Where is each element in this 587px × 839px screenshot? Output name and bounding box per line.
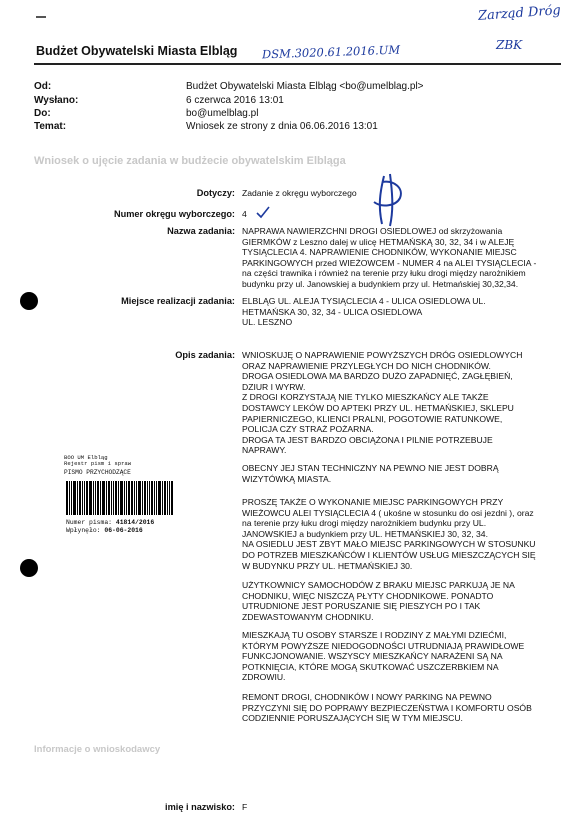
header-to-label: Do: (34, 108, 51, 119)
header-subject-value: Wniosek ze strony z dnia 06.06.2016 13:01 (186, 121, 378, 132)
scan-mark (36, 16, 46, 18)
signature-scribble (360, 172, 416, 228)
checkmark-icon (255, 205, 271, 219)
opis-paragraph-6: REMONT DROGI, CHODNIKÓW I NOWY PARKING NA PEWNO PRZYCZYNI SIĘ DO POPRAWY BEZPIECZEŃSTWA I KOMFORTU OSÓB CODZIENNIE PORUSZAJĄCYCH SIĘ W TYM MIEJSCU. (242, 692, 532, 724)
opis-paragraph-2: OBECNY JEJ STAN TECHNICZNY NA PEWNO NIE JEST DOBRĄ WIZYTÓWKĄ MIASTA. (242, 463, 499, 484)
barcode-bar (71, 481, 72, 515)
opis-paragraph-1: WNIOSKUJĘ O NAPRAWIENIE POWYŻSZYCH DRÓG OSIEDLOWYCH ORAZ NAPRAWIENIE PRZYLEGŁYCH DO NICH CHODNIKÓW. DROGA OSIEDLOWA MA BARDZO DUŻO ZAPADNIĘĆ, ZAGŁĘBIEŃ, DZIUR I WYRW. Z DROGI KORZYSTAJĄ NIE TYLKO MIESZKAŃCY ALE TAKŻE DOSTAWCY LEKÓW DO APTEKI PRZY UL. HETMAŃSKIEJ, SKLEPU PAPIERNICZEGO, KLIENCI PRALNI, POGOTOWIE RATUNKOWE, POLICJA CZY STRAŻ POŻARNA. DROGA TA JEST BARDZO OBCIĄŻONA I PILNIE POTRZEBUJE NAPRAWY. (242, 350, 523, 456)
applicant-section-title: Informacje o wnioskodawcy (34, 744, 161, 755)
barcode-bar (128, 481, 130, 515)
document-title: Budżet Obywatelski Miasta Elbląg (36, 44, 238, 58)
opis-paragraph-5: MIESZKAJĄ TU OSOBY STARSZE I RODZINY Z MAŁYMI DZIEĆMI, KTÓRYM POWYŻSZE NIEDOGODNOŚCI UTRUDNIAJĄ PRAWIDŁOWE FUNKCJONOWANIE. WSZYSCY MIESZKAŃCY NARAŻENI SĄ NA POTKNIĘCIA, KTÓRE MOGĄ SKUTKOWAĆ USZCZERBKIEM NA ZDROWIU. (242, 630, 525, 683)
miejsce-value: ELBLĄG UL. ALEJA TYSIĄCLECIA 4 - ULICA OSIEDLOWA UL. HETMAŃSKA 30, 32, 34 - ULICA OSIEDLOWA UL. LESZNO (242, 296, 486, 328)
dotyczy-label: Dotyczy: (196, 188, 235, 198)
barcode-bar (73, 481, 76, 515)
barcode-bar (93, 481, 94, 515)
stamp-number-value: 41814/2016 (115, 519, 155, 526)
barcode-bar (97, 481, 99, 515)
barcode-bar (113, 481, 114, 515)
barcode-bar (162, 481, 163, 515)
imie-label: imię i nazwisko: (165, 802, 235, 812)
barcode-bar (118, 481, 119, 515)
barcode-bar (86, 481, 88, 515)
barcode-bar (124, 481, 125, 515)
okreg-label: Numer okręgu wyborczego: (114, 209, 235, 219)
barcode-bar (147, 481, 148, 515)
handwritten-case-number: DSM.3020.61.2016.UM (261, 42, 401, 62)
barcode-bar (77, 481, 78, 515)
stamp-incoming: PISMO PRZYCHODZĄCE (64, 468, 131, 476)
barcode-bar (102, 481, 105, 515)
barcode-bar (131, 481, 133, 515)
handwritten-department-note: Zarząd Dróg (477, 3, 562, 24)
header-sent-label: Wysłano: (34, 95, 79, 106)
barcode-bar (134, 481, 135, 515)
miejsce-label: Miejsce realizacji zadania: (121, 296, 235, 306)
barcode-bar (79, 481, 81, 515)
barcode-bar (171, 481, 173, 515)
barcode-bar (66, 481, 68, 515)
opis-paragraph-3: PROSZĘ TAKŻE O WYKONANIE MIEJSC PARKINGOWYCH PRZY WIEŻOWCU ALEI TYSIĄCLECIA 4 ( ukośne w stosunku do osi jezdni ), oraz na terenie przy łuku drogi między narożnikiem budynku przy UL. JANOWSKIEJ a budynkiem przy UL. HETMAŃSKIEJ 30, 32, 34. NA OSIEDLU JEST ZBYT MAŁO MIEJSC PARKINGOWYCH W STOSUNKU DO POTRZEB MIESZKAŃCÓW I KLIENTÓW USŁUG MIESZCZĄCYCH SIĘ W BUDYNKU PRZY UL. HETMAŃSKIEJ 30. (242, 497, 536, 571)
barcode-bar (120, 481, 123, 515)
barcode-bar (100, 481, 101, 515)
handwritten-department-code: ZBK (496, 38, 523, 52)
stamp-date-label: Wpłynęło: (66, 527, 101, 534)
barcode-bar (149, 481, 150, 515)
barcode-bar (142, 481, 143, 515)
imie-value: F (242, 802, 248, 812)
barcode-bar (136, 481, 137, 515)
barcode-bar (158, 481, 161, 515)
barcode-bar (169, 481, 170, 515)
punch-hole (20, 559, 38, 577)
header-sent-value: 6 czerwca 2016 13:01 (186, 95, 284, 106)
nazwa-value: NAPRAWA NAWIERZCHNI DROGI OSIEDLOWEJ od skrzyżowania GIERMKÓW z Leszno dalej w ulicę HETMAŃSKĄ 30, 32, 34 i w ALEJĘ TYSIĄCLECIA 4. NAPRAWIENIE CHODNIKÓW, WYKONANIE MIEJSC PARKINGOWYCH przed WIEŻOWCEM - NUMER 4 na ALEI TYSIĄCLECIA - na części trawnika i również na terenie przy łuku drogi między narożnikiem budynku przy ul. Janowskiej a budynkiem przy ul. Hetmańskiej 30,32,34. (242, 226, 537, 289)
header-subject-label: Temat: (34, 121, 67, 132)
section-title: Wniosek o ujęcie zadania w budżecie obywatelskim Elbląga (34, 155, 346, 167)
barcode-bar (108, 481, 110, 515)
stamp-number-label: Numer pisma: (66, 519, 113, 526)
barcode-bar (164, 481, 166, 515)
barcode-bar (156, 481, 157, 515)
header-from-value: Budżet Obywatelski Miasta Elbląg <bo@umelblag.pl> (186, 81, 424, 92)
barcode-bar (82, 481, 83, 515)
dotyczy-value: Zadanie z okręgu wyborczego (242, 188, 357, 198)
barcode-bar (69, 481, 70, 515)
stamp-office: BOO UM Elbląg (64, 454, 108, 461)
stamp-date-value: 06-06-2016 (104, 527, 143, 534)
nazwa-label: Nazwa zadania: (167, 226, 235, 236)
barcode-bar (126, 481, 127, 515)
header-to-value: bo@umelblag.pl (186, 108, 259, 119)
stamp-number-row (66, 519, 154, 526)
barcode-bar (106, 481, 107, 515)
barcode-bar (167, 481, 168, 515)
stamp-registry: Rejestr pism i spraw (64, 460, 132, 468)
barcode-bar (115, 481, 117, 515)
okreg-value: 4 (242, 209, 247, 219)
opis-label: Opis zadania: (175, 350, 235, 360)
stamp-date-row (66, 527, 143, 534)
barcode-bar (89, 481, 92, 515)
barcode-bar (154, 481, 155, 515)
barcode-bar (151, 481, 153, 515)
punch-hole (20, 292, 38, 310)
barcode-bar (138, 481, 141, 515)
header-from-label: Od: (34, 81, 52, 92)
barcode-bar (144, 481, 146, 515)
barcode-bar (111, 481, 112, 515)
title-divider (34, 63, 561, 65)
barcode-bar (84, 481, 85, 515)
opis-paragraph-4: UŻYTKOWNICY SAMOCHODÓW Z BRAKU MIEJSC PARKUJĄ JE NA CHODNIKU, WIĘC NISZCZĄ PŁYTY CHODNIKOWE. PONADTO UTRUDNIONE JEST PORUSZANIE SIĘ PIESZYCH PO I TAK ZDEWASTOWANYM CHODNIKU. (242, 580, 515, 622)
barcode-bar (95, 481, 96, 515)
barcode (66, 481, 178, 515)
